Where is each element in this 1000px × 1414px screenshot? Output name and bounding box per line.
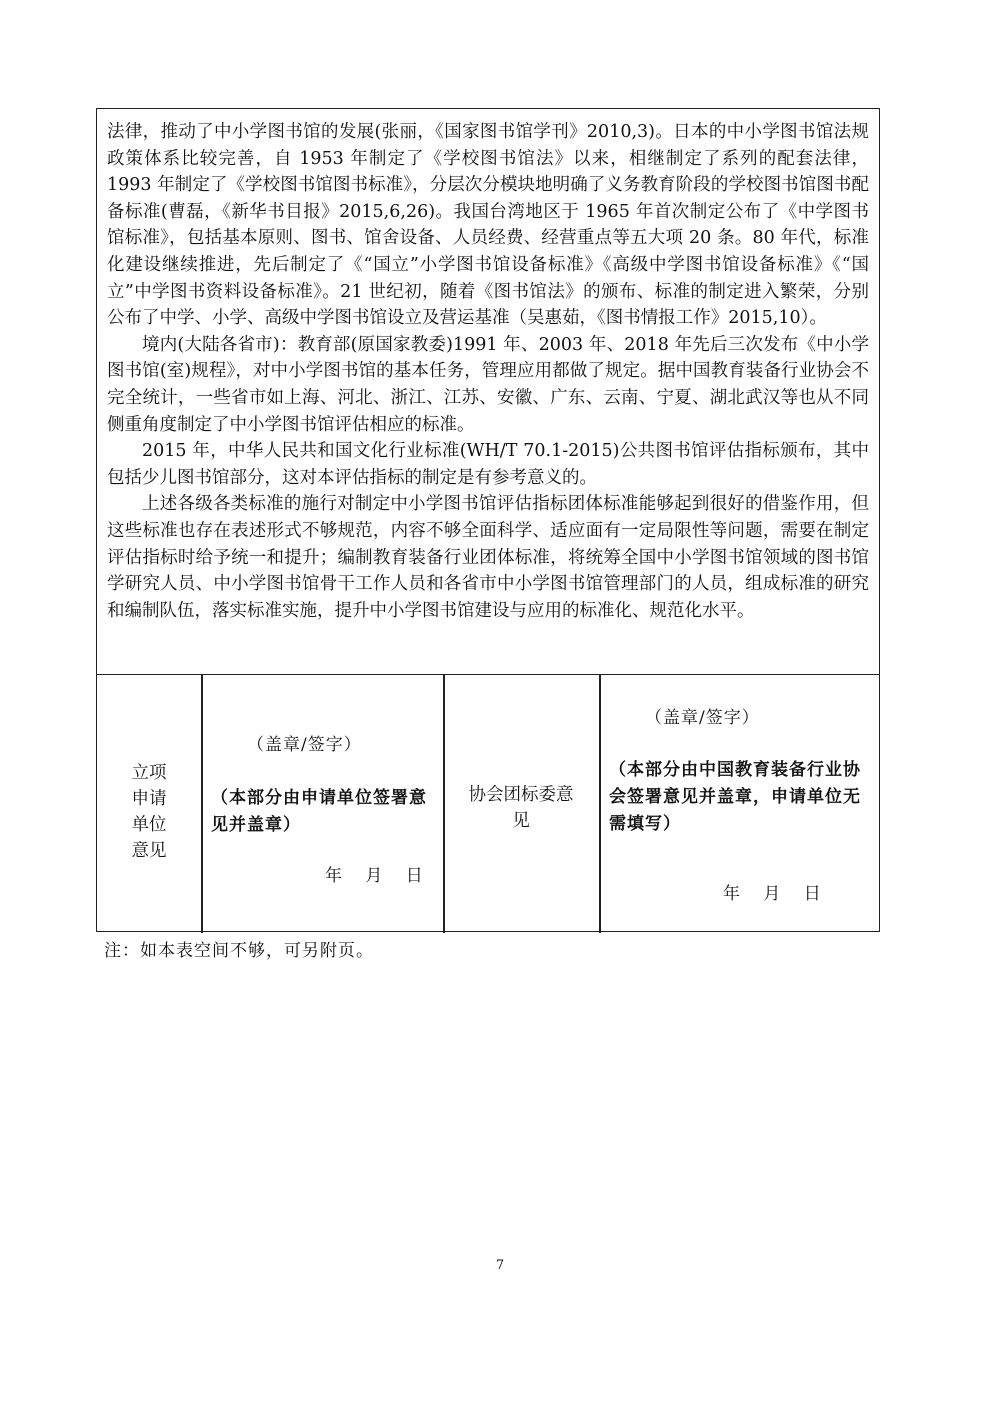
background-text-cell xyxy=(97,109,879,675)
paragraph-2: 境内(大陆各省市)：教育部(原国家教委)1991 年、2003 年、2018 年先后三次发布《中小学图书馆(室)规程》，对中小学图书馆的基本任务，管理应用都做了规定。据中国教育装备行业协会不完全统计，一些省市如上海、河北、浙江、江苏、安徽、广东、云南、宁夏、湖北武汉等也从不同侧重角度制定了中小学图书馆评估相应的标准。 xyxy=(107,334,869,435)
committee-stamp-text: （盖章/签字） xyxy=(645,708,760,728)
applicant-note-text: （本部分由申请单位签署意见并盖章） xyxy=(211,788,427,835)
committee-date: 年 月 日 xyxy=(723,884,823,904)
table-footnote: 注：如本表空间不够，可另附页。 xyxy=(104,941,374,961)
paragraph-3: 2015 年，中华人民共和国文化行业标准(WH/T 70.1-2015)公共图书馆评估指标颁布，其中包括少儿图书馆部分，这对本评估指标的制定是有参考意义的。 xyxy=(107,441,869,488)
committee-note-text: （本部分由中国教育装备行业协会签署意见并盖章，申请单位无需填写） xyxy=(609,760,861,834)
committee-opinion-label-cell xyxy=(443,675,599,933)
column-divider xyxy=(201,675,203,933)
paragraph-1: 法律，推动了中小学图书馆的发展(张丽，《国家图书馆学刊》2010,3)。日本的中小学图书馆法规政策体系比较完善，自 1953 年制定了《学校图书馆法》以来，相继制定了系列的配套法律，1993 年制定了《学校图书馆图书标准》，分层次分模块地明确了义务教育阶段的学校图书馆图书配备标准(曹磊，《新华书目报》2015,6,26)。我国台湾地区于 1965 年首次制定公布了《中学图书馆标准》，包括基本原则、图书、馆舍设备、人员经费、经营重点等五大项 20 条。80 年代，标准化建设继续推进，先后制定了《“国立”小学图书馆设备标准》《高级中学图书馆设备标准》《“国立”中学图书资料设备标准》。21 世纪初，随着《图书馆法》的颁布、标准的制定进入繁荣，分别公布了中学、小学、高级中学图书馆设立及营运基准（吴惠茹，《图书情报工作》2015,10）。 xyxy=(107,122,869,329)
applicant-opinion-label: 立项申请单位意见 xyxy=(131,763,167,861)
applicant-opinion-label-cell xyxy=(97,675,201,933)
committee-opinion-label: 协会团标委意见 xyxy=(468,785,574,831)
column-divider xyxy=(599,675,601,933)
page-number: 7 xyxy=(495,1258,505,1273)
application-form-table xyxy=(96,108,880,932)
applicant-stamp-text: （盖章/签字） xyxy=(247,735,362,755)
paragraph-4: 上述各级各类标准的施行对制定中小学图书馆评估指标团体标准能够起到很好的借鉴作用，但这些标准也存在表述形式不够规范，内容不够全面科学、适应面有一定局限性等问题，需要在制定评估指标时给予统一和提升；编制教育装备行业团体标准，将统筹全国中小学图书馆领域的图书馆学研究人员、中小学图书馆骨干工作人员和各省市中小学图书馆管理部门的人员，组成标准的研究和编制队伍，落实标准实施，提升中小学图书馆建设与应用的标准化、规范化水平。 xyxy=(107,494,869,621)
signature-row xyxy=(97,675,879,933)
applicant-date: 年 月 日 xyxy=(325,866,425,886)
